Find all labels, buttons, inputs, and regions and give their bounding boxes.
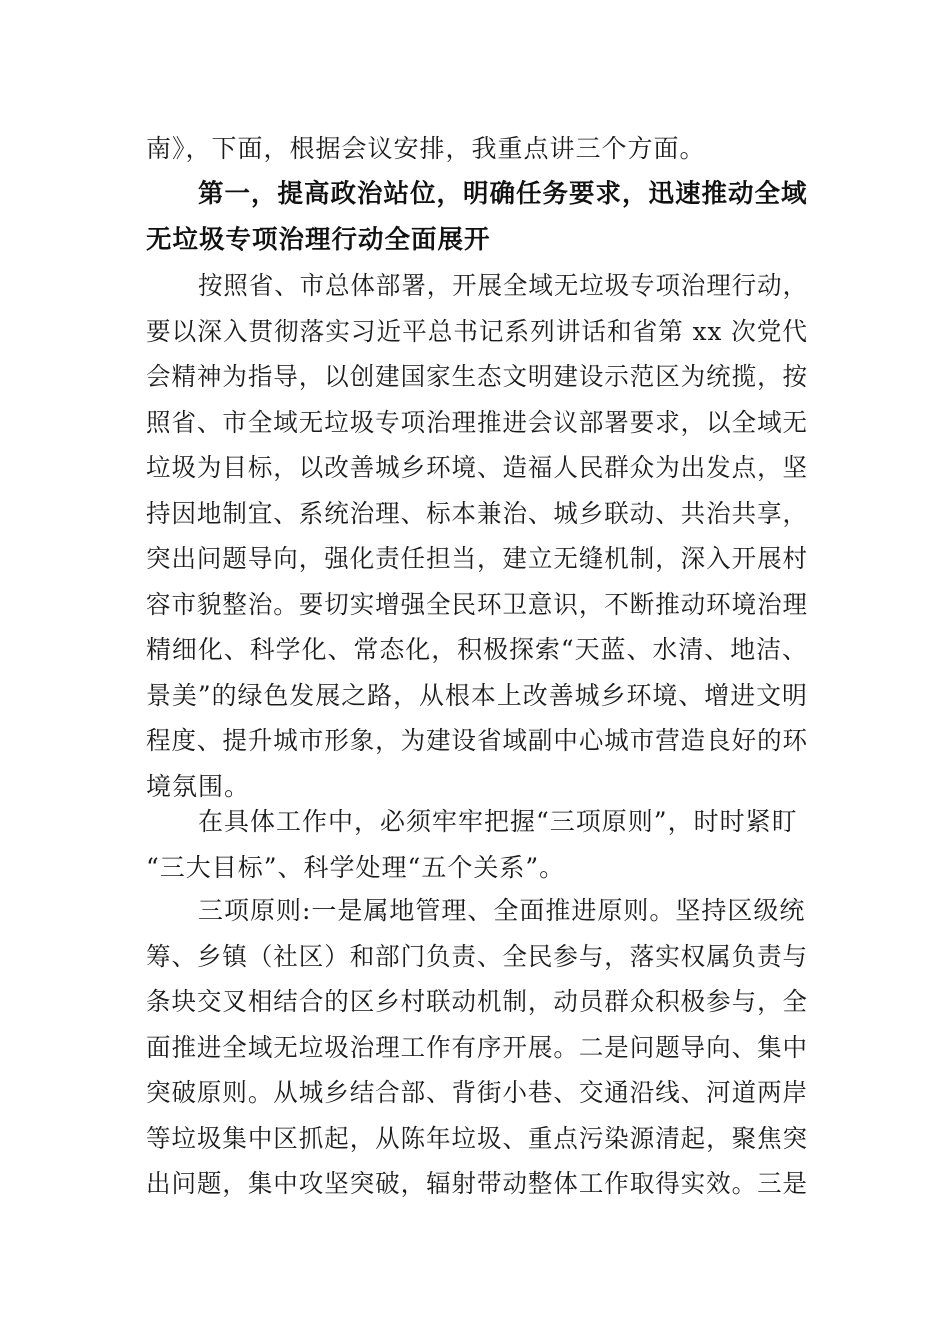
text-line: 按照省、市总体部署，开展全域无垃圾专项治理行动， xyxy=(198,271,808,300)
text-line: 面推进全域无垃圾治理工作有序开展。二是问题导向、集中 xyxy=(146,1032,808,1062)
text-line: 容市貌整治。要切实增强全民环卫意识，不断推动环境治理 xyxy=(146,589,808,619)
text-line: 等垃圾集中区抓起，从陈年垃圾、重点污染源清起，聚焦突 xyxy=(146,1123,808,1153)
text-line: 南》，下面，根据会议安排，我重点讲三个方面。 xyxy=(146,134,706,163)
text-line: 筹、乡镇（社区）和部门负责、全民参与，落实权属负责与 xyxy=(146,941,808,971)
heading-line: 无垃圾专项治理行动全面展开 xyxy=(146,224,491,255)
paragraph-deployment xyxy=(146,263,808,809)
heading-line: 第一，提高政治站位，明确任务要求，迅速推动全域 xyxy=(198,179,808,209)
text-line: 境氛围。 xyxy=(146,771,251,801)
text-line: 要以深入贯彻落实习近平总书记系列讲话和省第 xx 次党代 xyxy=(146,316,808,346)
text-line: 程度、提升城市形象，为建设省域副中心城市营造良好的环 xyxy=(146,726,808,755)
text-line: 照省、市全域无垃圾专项治理推进会议部署要求，以全域无 xyxy=(146,407,808,437)
text-line: 在具体工作中，必须牢牢把握“三项原则”，时时紧盯 xyxy=(198,807,798,836)
text-line: 出问题，集中攻坚突破，辐射带动整体工作取得实效。三是 xyxy=(146,1169,808,1198)
text-line: 突破原则。从城乡结合部、背街小巷、交通沿线、河道两岸 xyxy=(146,1078,808,1107)
text-line: 条块交叉相结合的区乡村联动机制，动员群众积极参与，全 xyxy=(146,987,808,1016)
intro-paragraph xyxy=(146,126,808,172)
text-line: 垃圾为目标，以改善城乡环境、造福人民群众为出发点，坚 xyxy=(146,453,808,482)
paragraph-three-principles xyxy=(146,888,808,1207)
text-line: 会精神为指导，以创建国家生态文明建设示范区为统揽，按 xyxy=(146,362,808,391)
text-line: 精细化、科学化、常态化，积极探索“天蓝、水清、地洁、 xyxy=(146,635,808,664)
text-line: 景美”的绿色发展之路，从根本上改善城乡环境、增进文明 xyxy=(146,680,808,710)
text-line: “三大目标”、科学处理“五个关系”。 xyxy=(146,852,566,882)
text-line: 持因地制宜、系统治理、标本兼治、城乡联动、共治共享， xyxy=(146,498,808,528)
text-line: 突出问题导向，强化责任担当，建立无缝机制，深入开展村 xyxy=(146,544,808,573)
text-line: 三项原则:一是属地管理、全面推进原则。坚持区级统 xyxy=(198,896,806,925)
section-heading xyxy=(146,172,808,263)
paragraph-principles-intro xyxy=(146,799,808,890)
